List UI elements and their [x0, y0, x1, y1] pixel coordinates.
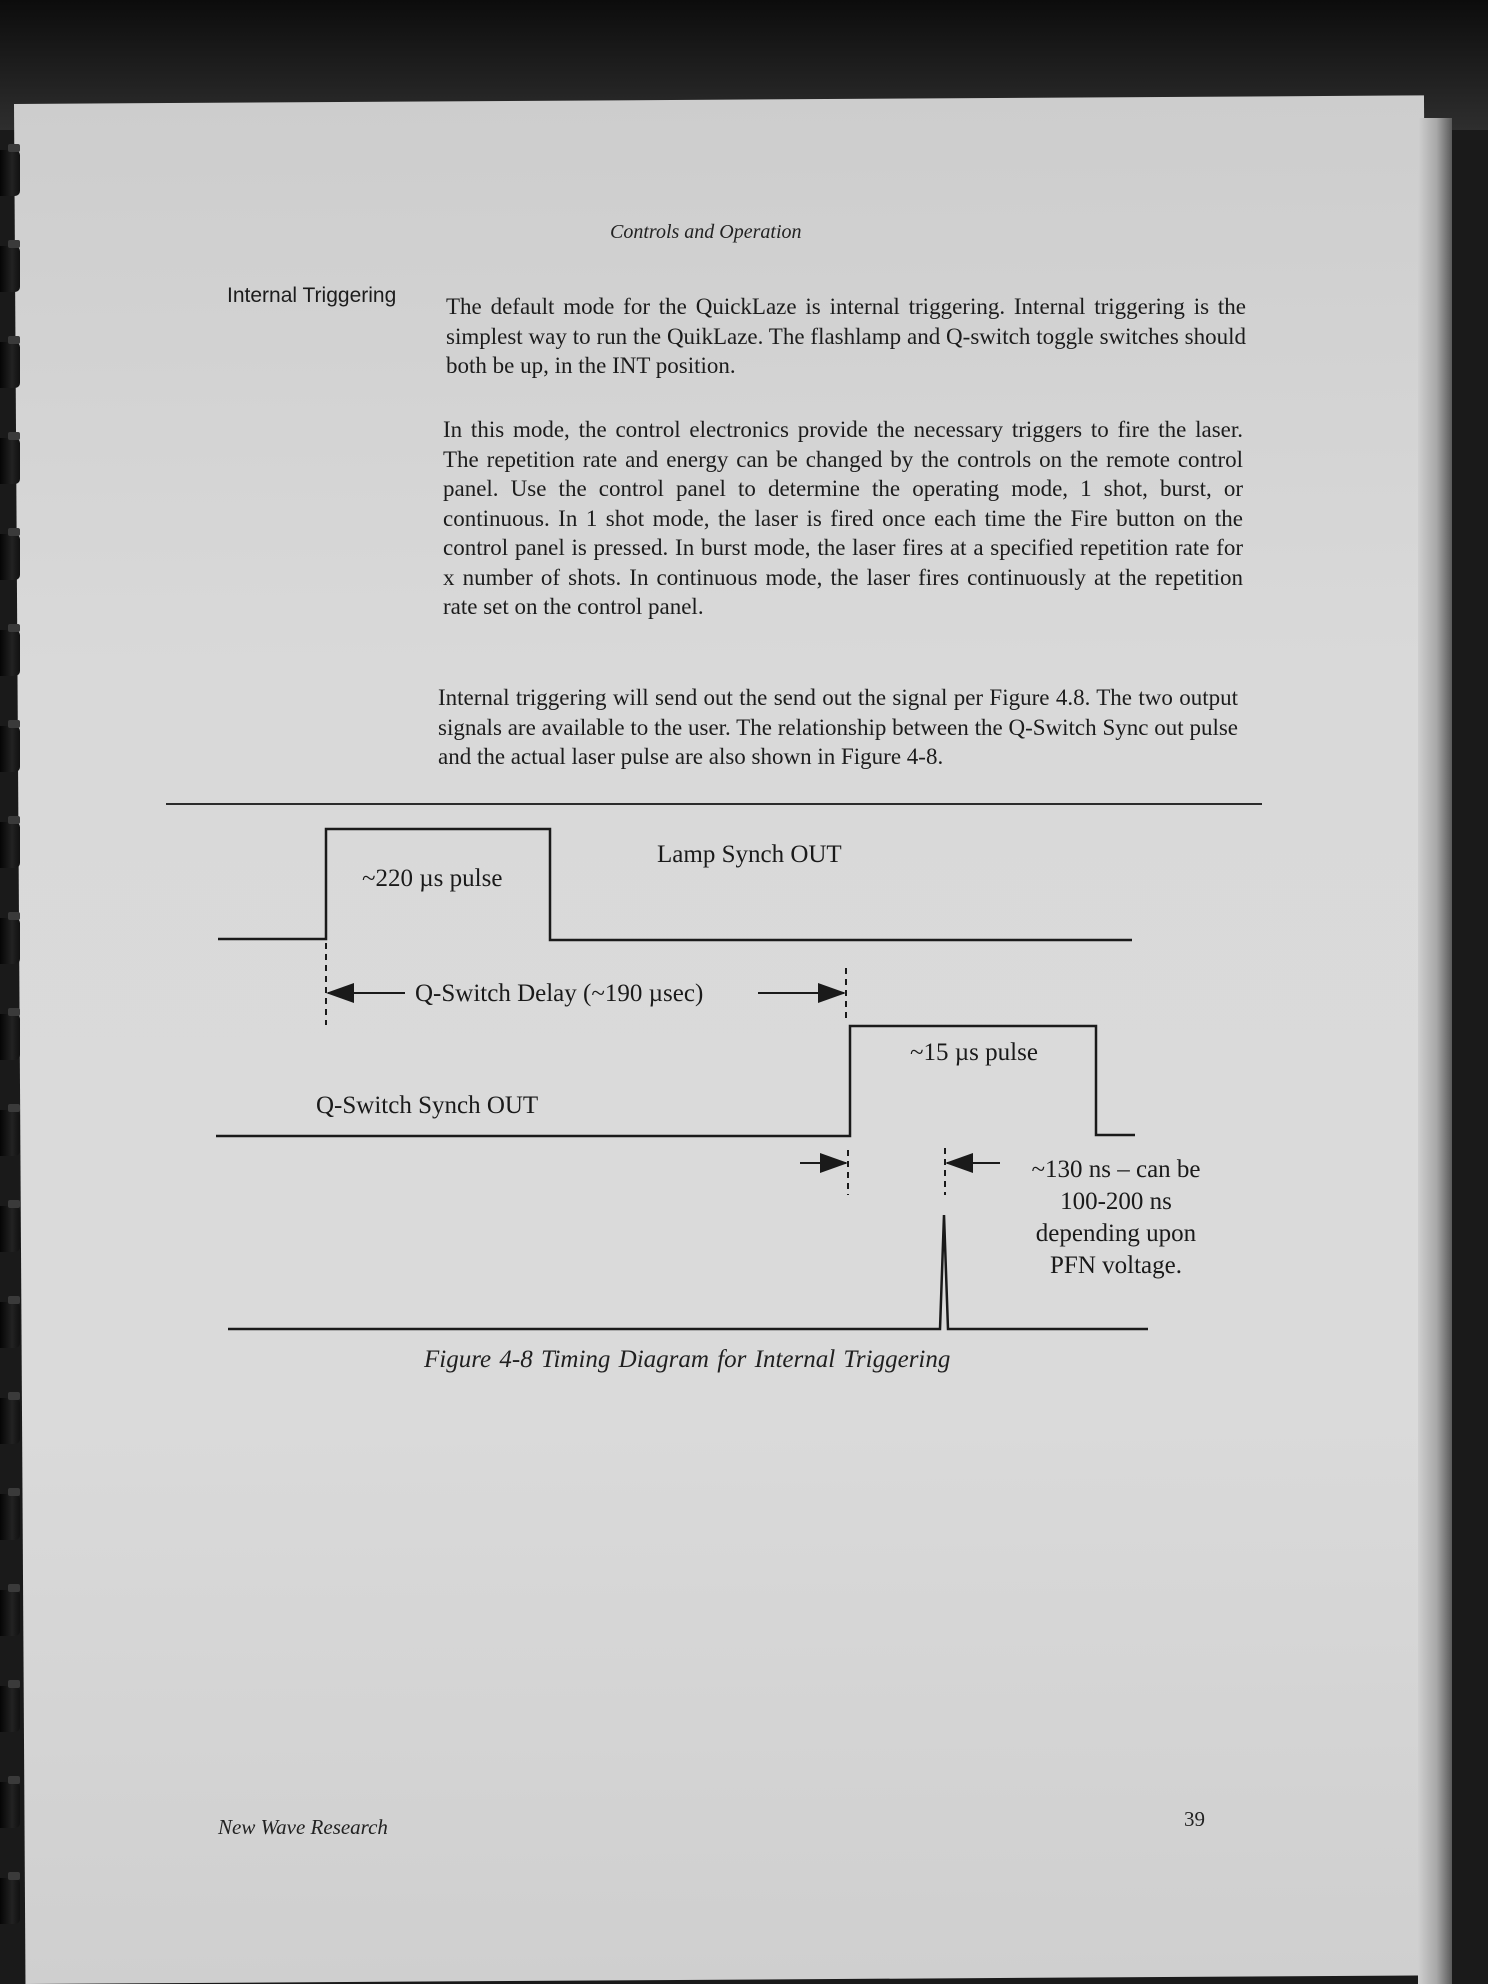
laser-delay-note-line: 100-200 ns	[1060, 1188, 1172, 1215]
section-label: Internal Triggering	[227, 284, 397, 307]
laser-delay-note	[1031, 1156, 1200, 1279]
qswitch-delay-label: Q-Switch Delay (~190 µsec)	[415, 980, 704, 1007]
laser-delay-note-line: ~130 ns – can be	[1031, 1156, 1201, 1183]
paragraph-modes: In this mode, the control electronics provide the necessary triggers to fire the laser. The repetition rate and energy can be changed by the controls on the remote control panel. Use the control panel to determine the operating mode, 1 shot, burst, or continuous. In 1 shot mode, the laser is fired once each time the Fire button on the control panel is pressed. In burst mode, the laser fires at a specified repetition rate for x number of shots. In continuous mode, the laser fires continuously at the repetition rate set on the control panel.	[443, 417, 1243, 619]
footer-publisher: New Wave Research	[218, 1815, 388, 1839]
paragraph-signals: Internal triggering will send out the send out the signal per Figure 4.8. The two output signals are available to the user. The relationship between the Q-Switch Sync out pulse and the actual laser pulse are also shown in Figure 4-8.	[438, 685, 1238, 769]
page-number: 39	[1184, 1807, 1205, 1831]
qswitch-signal-label: Q-Switch Synch OUT	[316, 1092, 539, 1119]
laser-delay-note-line: PFN voltage.	[1050, 1252, 1182, 1279]
laser-pulse-waveform	[228, 1215, 1148, 1329]
running-header: Controls and Operation	[610, 221, 802, 243]
paragraph-intro: The default mode for the QuickLaze is internal triggering. Internal triggering is the simplest way to run the QuikLaze. The flashlamp and Q-switch toggle switches should both be up, in the INT position.	[446, 294, 1246, 378]
lamp-pulse-label: ~220 µs pulse	[362, 865, 503, 892]
lamp-signal-label: Lamp Synch OUT	[657, 841, 842, 868]
figure-caption: Figure 4-8 Timing Diagram for Internal Triggering	[424, 1346, 951, 1373]
laser-delay-note-line: depending upon	[1035, 1220, 1197, 1247]
qswitch-pulse-label: ~15 µs pulse	[910, 1039, 1038, 1066]
